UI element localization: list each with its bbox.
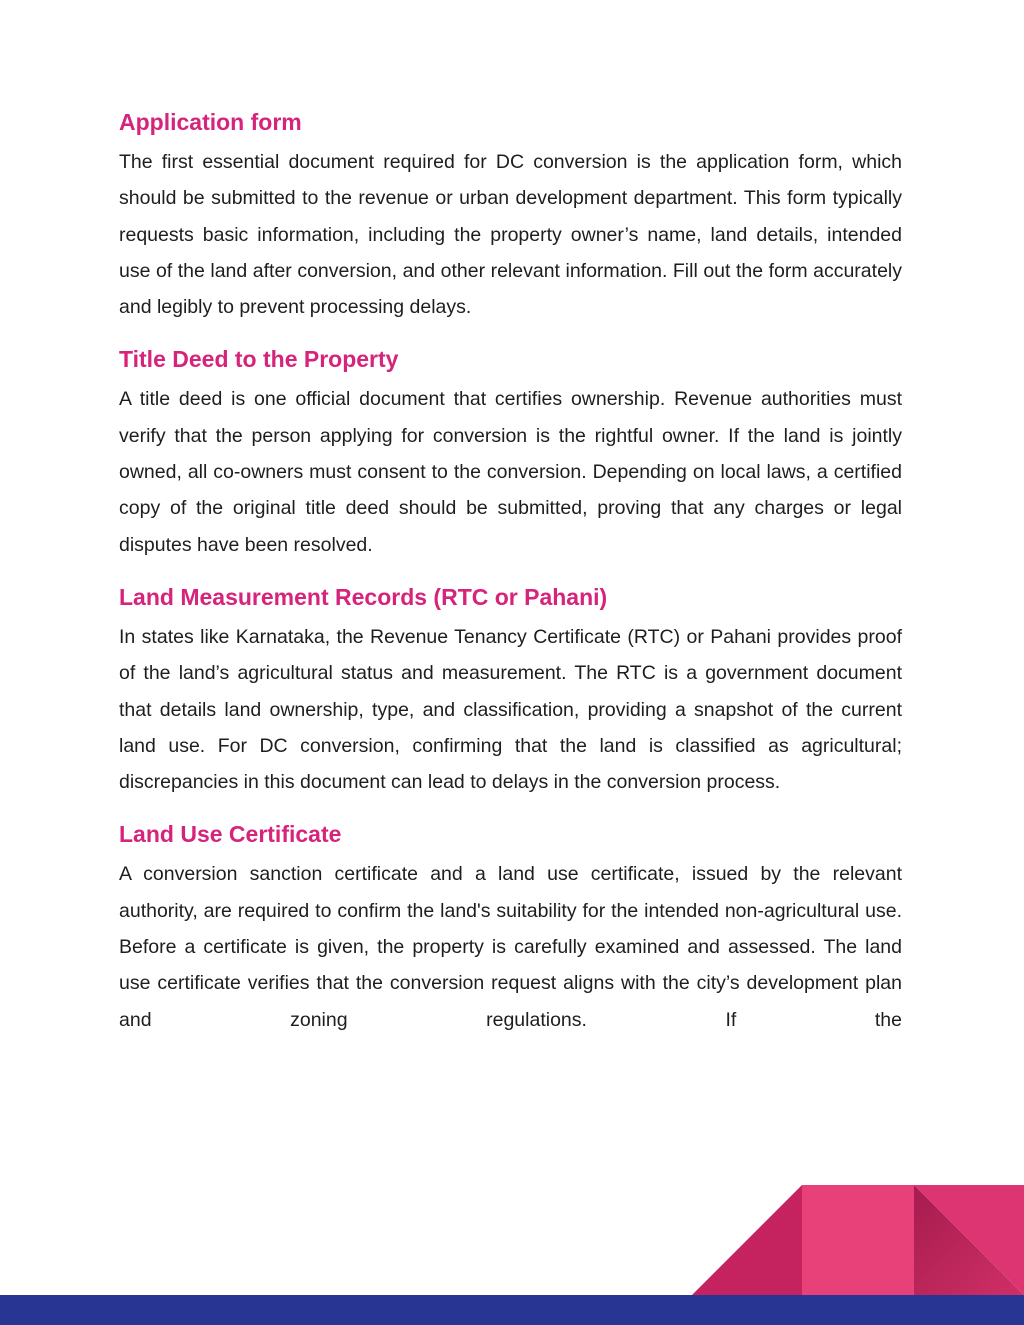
footer-accent-pink-block [802,1185,914,1295]
section-land-use-certificate [119,816,902,1037]
section-land-measurement-records [119,579,902,800]
section-paragraph: In states like Karnataka, the Revenue Tenancy Certificate (RTC) or Pahani provides proof of the land’s agricultural status and measurement. The RTC is a government document that details land ownership, type, and classification, providing a snapshot of the current land use. For DC conversion, confirming that the land is classified as agricultural; discrepancies in this document can lead to delays in the conversion process. [119,625,902,794]
footer-band [0,1295,1024,1325]
section-application-form [119,104,902,325]
section-heading: Title Deed to the Property [119,346,399,373]
document-content [119,104,902,1054]
section-title-deed [119,341,902,562]
section-heading: Land Use Certificate [119,821,342,848]
section-heading: Application form [119,109,302,135]
footer-accent-dark-triangle [692,1185,802,1295]
section-paragraph: The first essential document required for DC conversion is the application form, which should be submitted to the revenue or urban development department. This form typically requests basic information, including the property owner’s name, land details, intended use of the land after conversion, and other relevant information. Fill out the form accurately and legibly to prevent processing delays. [119,151,902,319]
section-paragraph: A conversion sanction certificate and a land use certificate, issued by the relevant authority, are required to confirm the land's suitability for the intended non-agricultural use. Before a certificate is given, the property is carefully examined and assessed. The land use certificate verifies that the conversion request aligns with the city’s development plan and zoning regulations. If the [119,863,902,1031]
section-paragraph: A title deed is one official document that certifies ownership. Revenue authorities must verify that the person applying for conversion is the rightful owner. If the land is jointly owned, all co-owners must consent to the conversion. Depending on local laws, a certified copy of the original title deed should be submitted, proving that any charges or legal disputes have been resolved. [119,388,902,556]
footer-decoration [0,1185,1024,1325]
section-heading: Land Measurement Records (RTC or Pahani) [119,583,608,610]
